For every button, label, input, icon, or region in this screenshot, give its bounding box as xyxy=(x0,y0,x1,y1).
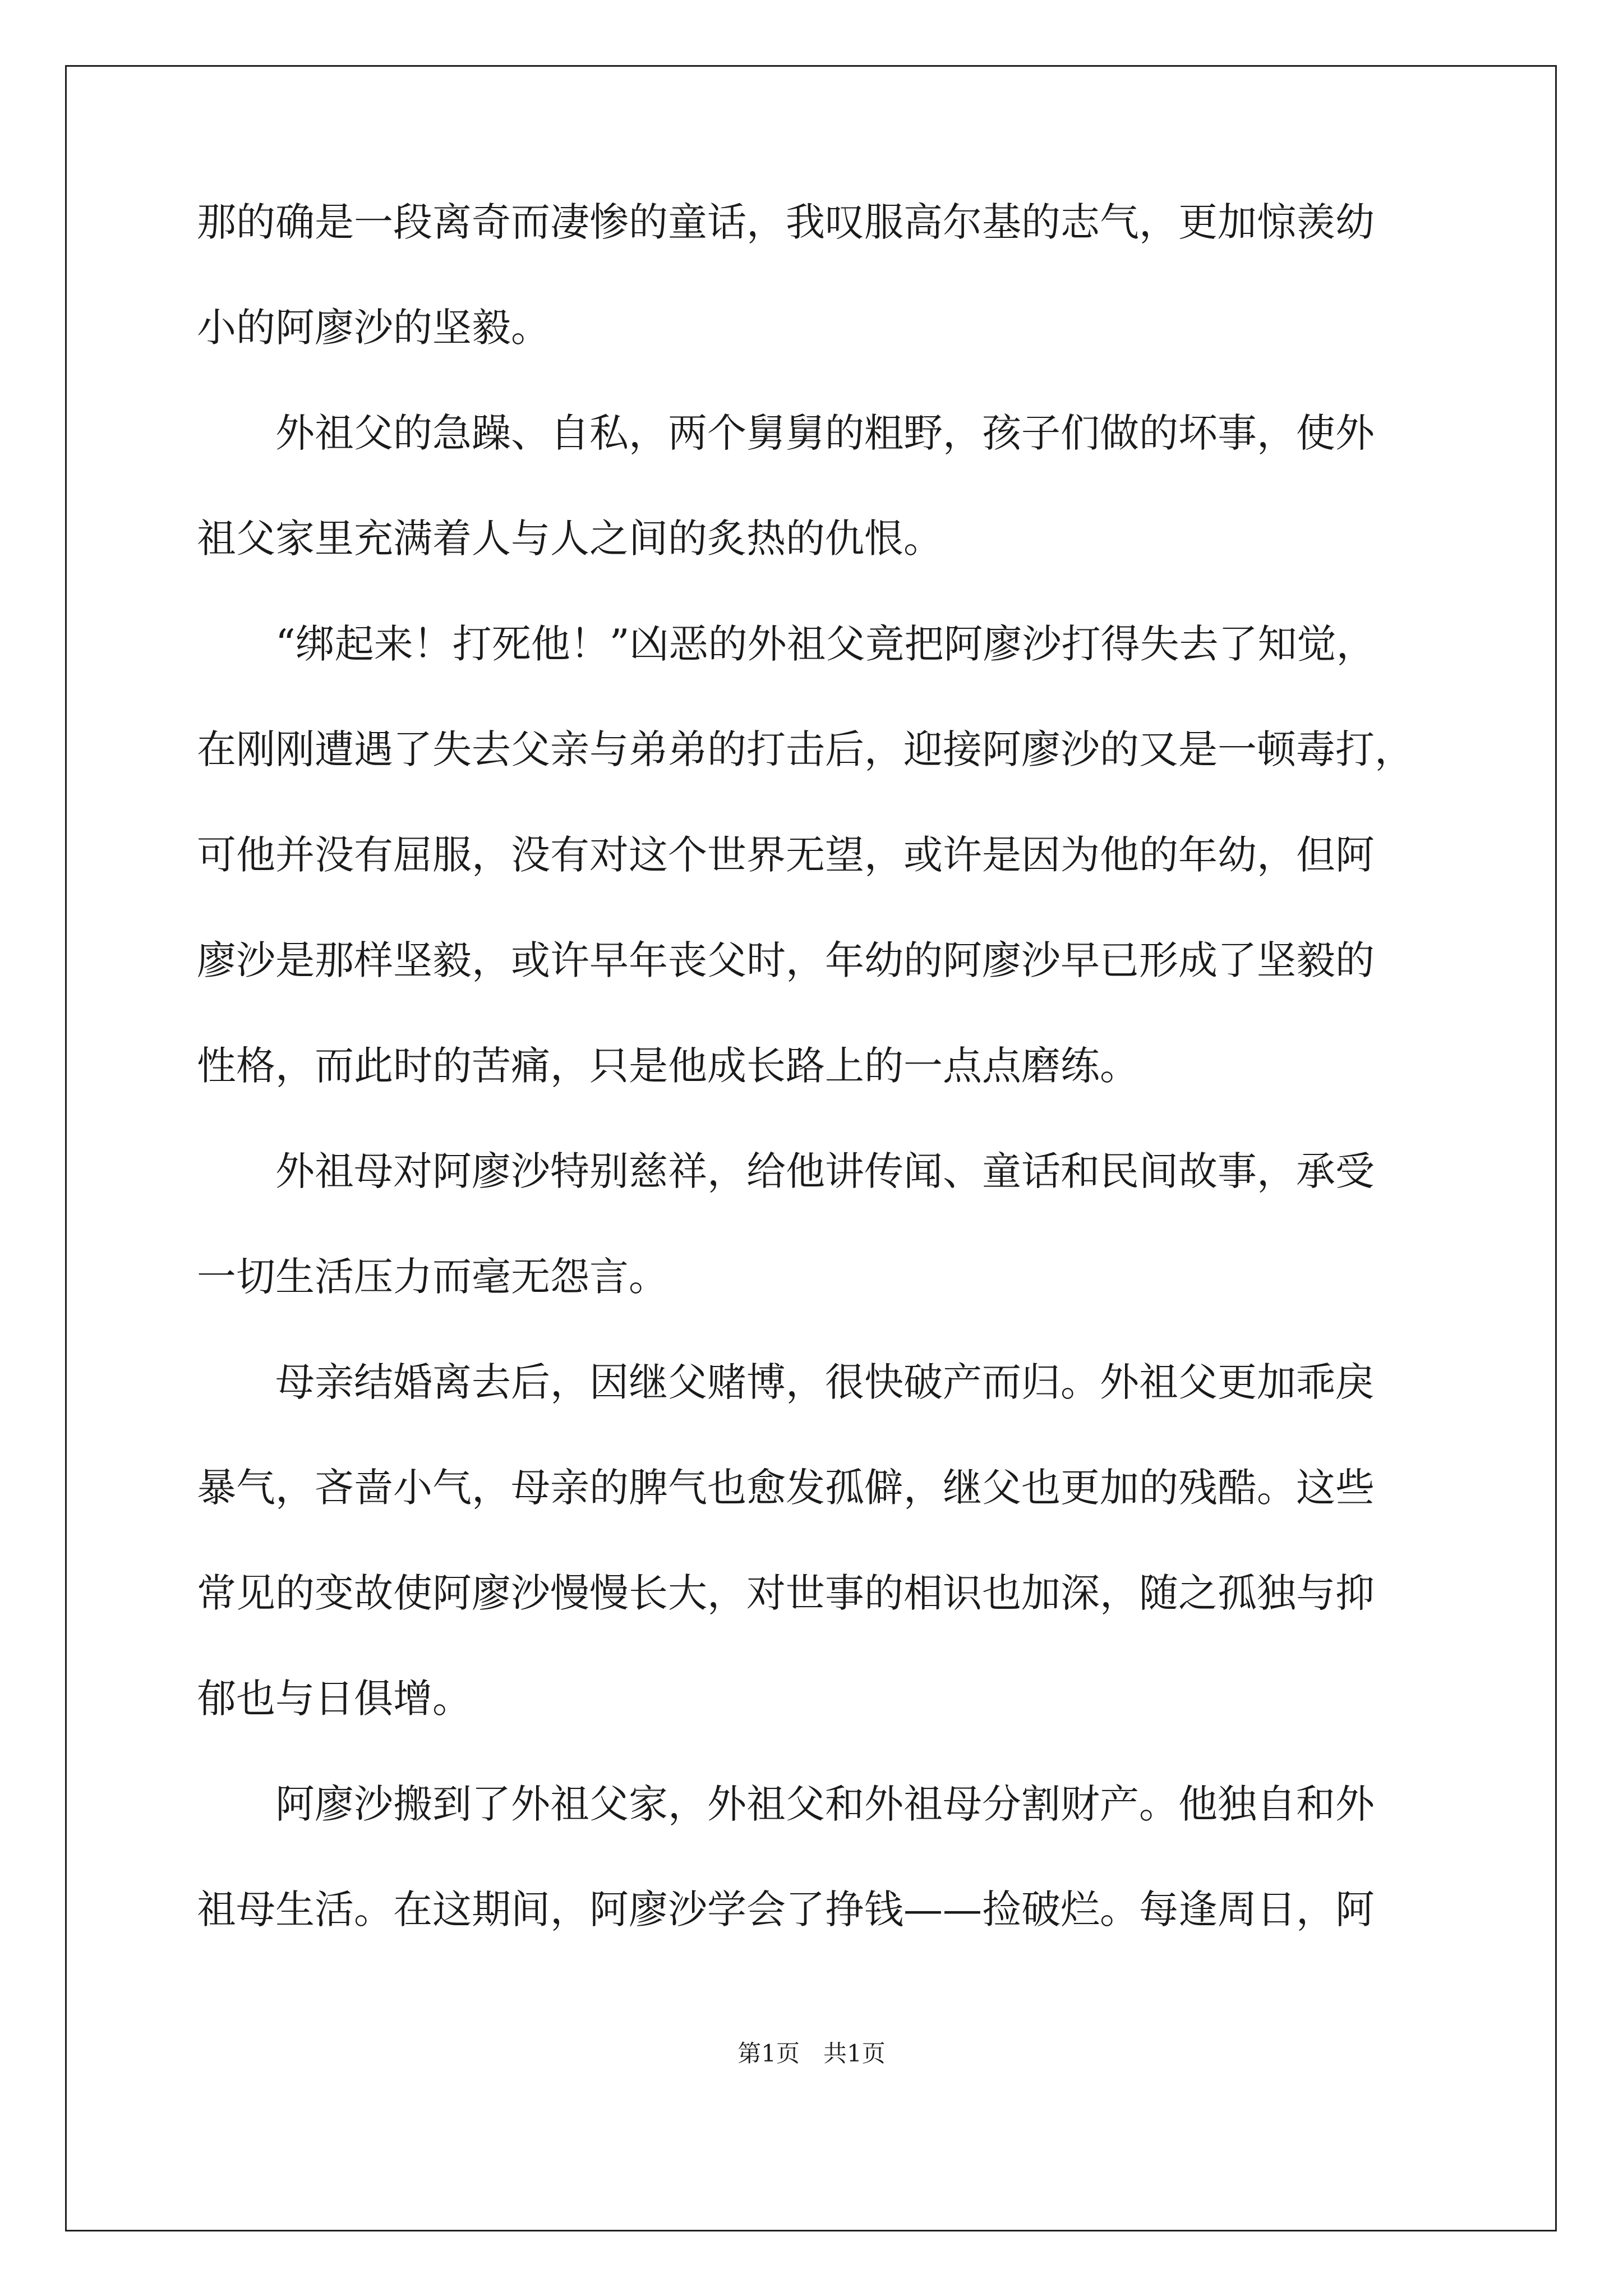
text-line: 外祖父的急躁、自私，两个舅舅的粗野，孩子们做的坏事，使外 xyxy=(197,410,1375,456)
text-line: 母亲结婚离去后，因继父赌博，很快破产而归。外祖父更加乖戾 xyxy=(197,1359,1375,1405)
text-line: 郁也与日俱增。 xyxy=(197,1676,472,1722)
text-line: 暴气，吝啬小气，母亲的脾气也愈发孤僻，继父也更加的残酷。这些 xyxy=(197,1465,1375,1511)
text-line: 性格，而此时的苦痛，只是他成长路上的一点点磨练。 xyxy=(197,1043,1139,1089)
text-line: 在刚刚遭遇了失去父亲与弟弟的打击后，迎接阿廖沙的又是一顿毒打， xyxy=(197,726,1414,772)
text-line: 小的阿廖沙的坚毅。 xyxy=(197,305,550,351)
text-line: 祖父家里充满着人与人之间的炙热的仇恨。 xyxy=(197,516,943,562)
text-line: 外祖母对阿廖沙特别慈祥，给他讲传闻、童话和民间故事，承受 xyxy=(197,1148,1375,1194)
page-footer: 第1页 共1页 xyxy=(737,2040,886,2067)
text-line: 可他并没有屈服，没有对这个世界无望，或许是因为他的年幼，但阿 xyxy=(197,832,1375,878)
text-line: 祖母生活。在这期间，阿廖沙学会了挣钱——捡破烂。每逢周日，阿 xyxy=(197,1887,1375,1932)
text-line: 阿廖沙搬到了外祖父家，外祖父和外祖母分割财产。他独自和外 xyxy=(197,1781,1375,1827)
text-line: 廖沙是那样坚毅，或许早年丧父时，年幼的阿廖沙早已形成了坚毅的 xyxy=(197,937,1375,983)
text-line: “绑起来！打死他！”凶恶的外祖父竟把阿廖沙打得失去了知觉， xyxy=(197,621,1376,667)
text-line: 常见的变故使阿廖沙慢慢长大，对世事的相识也加深，随之孤独与抑 xyxy=(197,1570,1375,1616)
text-line: 那的确是一段离奇而凄惨的童话，我叹服高尔基的志气，更加惊羡幼 xyxy=(197,199,1375,245)
document-body xyxy=(197,199,1431,1995)
text-line: 一切生活压力而毫无怨言。 xyxy=(197,1254,668,1300)
